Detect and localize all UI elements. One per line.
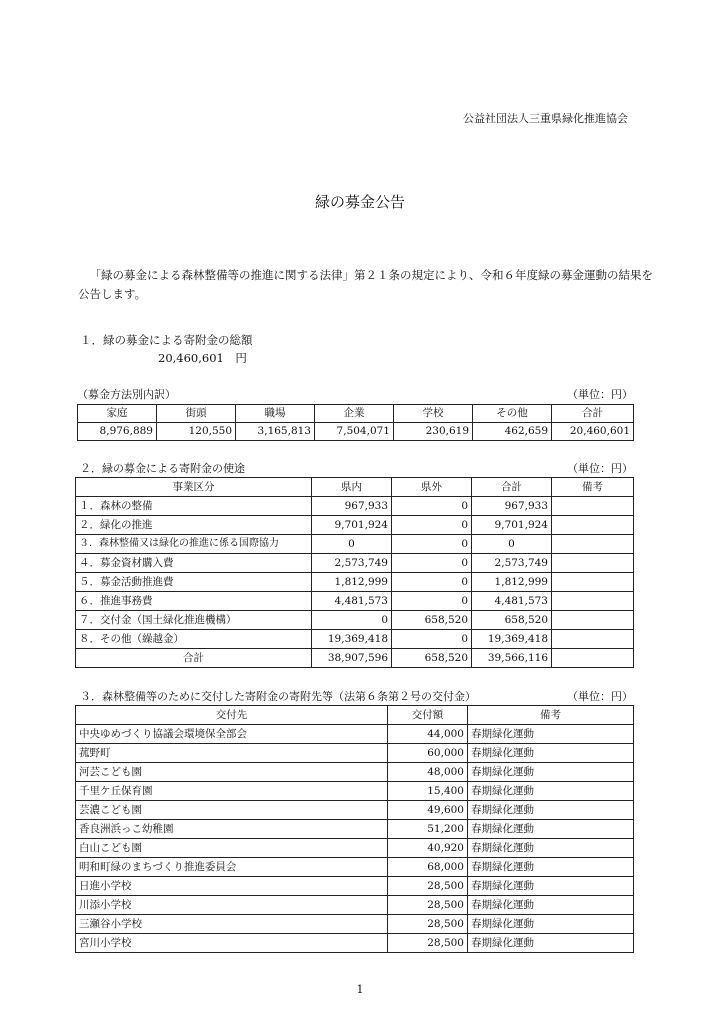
column-header: 街頭	[157, 405, 236, 423]
table-cell	[552, 649, 634, 668]
table-row	[76, 725, 634, 744]
column-header: 備考	[552, 478, 634, 497]
table-cell: 春期緑化運動	[468, 896, 634, 915]
table-cell: 3,165,813	[236, 423, 315, 441]
table-cell	[552, 497, 634, 516]
table-cell: 中央ゆめづくり協議会環境保全部会	[76, 725, 388, 744]
section2-unit: （単位：円）	[567, 462, 633, 475]
organization-name: 公益社団法人三重県緑化推進協会	[463, 112, 628, 125]
table-cell: 2,573,749	[312, 554, 392, 573]
table-cell: 川添小学校	[76, 896, 388, 915]
table-cell: 49,600	[388, 801, 468, 820]
section3-unit: （単位：円）	[567, 690, 633, 703]
table-cell: 28,500	[388, 877, 468, 896]
table-cell: ２．緑化の推進	[76, 516, 312, 535]
table-cell: 宮川小学校	[76, 934, 388, 953]
table-cell: 三瀬谷小学校	[76, 915, 388, 934]
table-cell: 春期緑化運動	[468, 744, 634, 763]
table-row	[76, 611, 634, 630]
table-cell: ８．その他（繰越金）	[76, 630, 312, 649]
table-cell: 462,659	[473, 423, 552, 441]
column-header: 学校	[394, 405, 473, 423]
table-row	[76, 782, 634, 801]
column-header: 交付額	[388, 706, 468, 725]
table-row	[76, 497, 634, 516]
table-row	[76, 535, 634, 554]
table-cell: 230,619	[394, 423, 473, 441]
column-header: その他	[473, 405, 552, 423]
table-cell: 春期緑化運動	[468, 877, 634, 896]
breakdown-label: （募金方法別内訳）	[77, 388, 176, 401]
table-cell: 日進小学校	[76, 877, 388, 896]
table-cell: 千里ケ丘保育園	[76, 782, 388, 801]
table-cell: 68,000	[388, 858, 468, 877]
section1-unit: （単位：円）	[567, 388, 633, 401]
table-cell: 8,976,889	[78, 423, 157, 441]
column-header: 県内	[312, 478, 392, 497]
column-header: 企業	[315, 405, 394, 423]
table-cell: 合計	[76, 649, 312, 668]
table-cell: 28,500	[388, 934, 468, 953]
table-cell: 39,566,116	[472, 649, 552, 668]
table-cell: 15,400	[388, 782, 468, 801]
table-cell: 4,481,573	[312, 592, 392, 611]
table-cell: 19,369,418	[472, 630, 552, 649]
table-row	[76, 744, 634, 763]
section2-heading: ２．緑の募金による寄附金の使途	[80, 462, 245, 475]
column-header: 県外	[392, 478, 472, 497]
table-cell: 0	[392, 535, 472, 554]
table-cell: 40,920	[388, 839, 468, 858]
table-cell: ７．交付金（国土緑化推進機構）	[76, 611, 312, 630]
column-header: 交付先	[76, 706, 388, 725]
table-cell: 28,500	[388, 915, 468, 934]
table-cell: 9,701,924	[472, 516, 552, 535]
table-cell: 7,504,071	[315, 423, 394, 441]
table-cell	[552, 535, 634, 554]
table-cell: 2,573,749	[472, 554, 552, 573]
table-row	[76, 839, 634, 858]
table-row	[76, 934, 634, 953]
table-cell: 38,907,596	[312, 649, 392, 668]
table-row	[76, 820, 634, 839]
column-header: 事業区分	[76, 478, 312, 497]
table-cell: 28,500	[388, 896, 468, 915]
total-row	[76, 649, 634, 668]
table-header-row	[78, 405, 634, 423]
table-cell	[552, 630, 634, 649]
table-cell: 0	[392, 573, 472, 592]
table-row	[76, 858, 634, 877]
section1-heading: １．緑の募金による寄附金の総額	[80, 333, 253, 347]
table-cell: ３．森林整備又は緑化の推進に係る国際協力	[76, 535, 312, 554]
usage-table	[75, 477, 634, 668]
page-title: 緑の募金公告	[314, 193, 405, 211]
column-header: 合計	[472, 478, 552, 497]
column-header: 合計	[552, 405, 634, 423]
section3-heading: ３．森林整備等のために交付した寄附金の寄附先等（法第６条第２号の交付金）	[80, 690, 476, 703]
table-cell	[552, 554, 634, 573]
table-cell: 0	[392, 516, 472, 535]
table-cell: 0	[472, 535, 552, 554]
table-row	[76, 896, 634, 915]
table-cell	[552, 592, 634, 611]
table-header-row	[76, 706, 634, 725]
table-cell: ６．推進事務費	[76, 592, 312, 611]
table-cell: 春期緑化運動	[468, 934, 634, 953]
table-cell: 河芸こども園	[76, 763, 388, 782]
table-cell: 658,520	[392, 611, 472, 630]
table-cell: 1,812,999	[312, 573, 392, 592]
table-cell: ５．募金活動推進費	[76, 573, 312, 592]
table-cell: 春期緑化運動	[468, 725, 634, 744]
table-cell: 芸濃こども園	[76, 801, 388, 820]
table-cell: 60,000	[388, 744, 468, 763]
table-row	[76, 554, 634, 573]
intro-paragraph: 「緑の募金による森林整備等の推進に関する法律」第２１条の規定により、令和６年度緑の募金運動の結果を公告します。	[78, 268, 653, 301]
table-row	[76, 592, 634, 611]
table-cell: 春期緑化運動	[468, 839, 634, 858]
table-cell: 香良洲浜っこ幼稚園	[76, 820, 388, 839]
table-cell: 春期緑化運動	[468, 763, 634, 782]
table-cell: 0	[312, 535, 392, 554]
table-cell: 51,200	[388, 820, 468, 839]
table-cell: 菰野町	[76, 744, 388, 763]
column-header: 備考	[468, 706, 634, 725]
column-header: 家庭	[78, 405, 157, 423]
breakdown-table	[77, 404, 634, 441]
table-cell: 春期緑化運動	[468, 820, 634, 839]
table-cell: 0	[392, 630, 472, 649]
table-cell: 1,812,999	[472, 573, 552, 592]
table-cell: 967,933	[472, 497, 552, 516]
table-row	[76, 630, 634, 649]
table-cell: 0	[392, 554, 472, 573]
table-cell: 春期緑化運動	[468, 915, 634, 934]
table-cell: 19,369,418	[312, 630, 392, 649]
table-cell: 48,000	[388, 763, 468, 782]
table-row	[76, 516, 634, 535]
table-cell: 0	[392, 497, 472, 516]
table-cell: 9,701,924	[312, 516, 392, 535]
grant-table	[75, 705, 634, 953]
table-cell: 明和町緑のまちづくり推進委員会	[76, 858, 388, 877]
table-cell	[552, 611, 634, 630]
table-cell: 春期緑化運動	[468, 858, 634, 877]
table-row	[76, 763, 634, 782]
table-cell: 120,550	[157, 423, 236, 441]
table-cell: ４．募金資材購入費	[76, 554, 312, 573]
page-number: 1	[356, 983, 364, 996]
table-cell: 44,000	[388, 725, 468, 744]
table-cell: 967,933	[312, 497, 392, 516]
table-row	[78, 423, 634, 441]
table-row	[76, 877, 634, 896]
table-row	[76, 573, 634, 592]
table-cell: 20,460,601	[552, 423, 634, 441]
table-cell: 4,481,573	[472, 592, 552, 611]
column-header: 職場	[236, 405, 315, 423]
section1-total: 20,460,601 円	[158, 351, 247, 365]
table-cell: 658,520	[472, 611, 552, 630]
table-cell	[552, 573, 634, 592]
table-cell: 0	[392, 592, 472, 611]
table-cell: 春期緑化運動	[468, 782, 634, 801]
table-cell: 白山こども園	[76, 839, 388, 858]
table-cell: 0	[312, 611, 392, 630]
table-row	[76, 915, 634, 934]
table-cell: 春期緑化運動	[468, 801, 634, 820]
table-cell	[552, 516, 634, 535]
table-header-row	[76, 478, 634, 497]
table-row	[76, 801, 634, 820]
table-cell: 658,520	[392, 649, 472, 668]
table-cell: １．森林の整備	[76, 497, 312, 516]
